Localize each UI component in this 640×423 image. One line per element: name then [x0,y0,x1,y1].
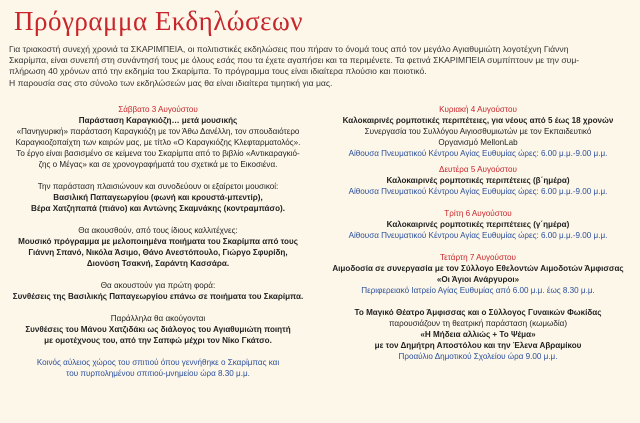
event-description-line: ζης ο Μέγας» και σε χρονογραφήματά του σχετικά με το Εικοσιένα. [38,160,278,169]
program-left-column [2,104,314,379]
parallel-intro: Παράλληλα θα ακούγονται [110,314,206,323]
event-description-line: με τον Δημήτρη Αποστόλου και την Έλενα Αβραμίκου [374,341,582,350]
page-title: Πρόγραμμα Εκδηλώσεων [14,6,303,36]
artists-line: Μουσικό πρόγραμμα με μελοποιημένα ποιήματα του Σκαρίμπα από τους [18,237,298,246]
event-date: Δευτέρα 5 Αυγούστου [439,165,517,174]
artists-line: Γιάννη Σπανό, Νικόλα Άσιμο, Θάνο Ανεστόπουλο, Γιώργο Σφυρίδη, [28,248,288,257]
event-subtitle: «Οι Άγιοι Ανάργυροι» [436,275,520,284]
event-venue: του πυρπολημένου σπιτιού-μνημείου ώρα 8.30 μ.μ. [66,369,250,378]
artists-line: Διονύση Τσακνή, Σαράντη Κασσάρα. [86,259,230,268]
artists-intro: Θα ακουσθούν, από τους ίδιους καλλιτέχνες: [78,226,238,235]
event-date: Σάββατο 3 Αυγούστου [118,105,198,114]
event-venue: Αίθουσα Πνευματικού Κέντρου Αγίας Ευθυμίας ώρες: 6.00 μ.μ.-9.00 μ.μ. [348,187,608,196]
event-venue: Κοινός αύλειος χώρος του σπιτιού όπου γεννήθηκε ο Σκαρίμπας και [36,358,280,367]
event-description-line: Το έργο είναι βασισμένο σε κείμενα του Σκαρίμπα από το βιβλίο «Αντικαραγκιό- [16,149,300,158]
first-time-intro: Θα ακουστούν για πρώτη φορά: [100,281,216,290]
intro-line: Σκαρίμπα, είναι συνεπή στη συνάντησή τους με όλους εσάς που τα έχετε αγαπήσει και τα περιμένετε. Τα φετινά ΣΚΑΡΙΜΠΕΙΑ συμπίπτουν με την συμ- [9,55,580,66]
musicians-intro: Την παράσταση πλαισιώνουν και συνοδεύουν οι εξαίρετοι μουσικοί: [37,182,279,191]
event-description-line: «Πανηγυρική» παράσταση Καραγκιόζη με τον Άθω Δανέλλη, τον σπουδαιότερο [16,127,300,136]
event-date: Τρίτη 6 Αυγούστου [444,209,512,218]
event-title: Καλοκαιρινές ρομποτικές περιπέτειες (β΄ημέρα) [386,176,570,185]
event-description-line: Καραγκιοζοπαίχτη των καιρών μας, με τίτλο «Ο Καραγκιόζης Κλεφταρματολός». [15,138,301,147]
event-title: Καλοκαιρινές ρομποτικές περιπέτειες, για νέους από 5 έως 18 χρονών [342,116,614,125]
event-venue: Αίθουσα Πνευματικού Κέντρου Αγίας Ευθυμίας ώρες: 6.00 μ.μ.-9.00 μ.μ. [348,149,608,158]
event-description-line: «Η Μήδεια αλλιώς + Το Ψέμα» [420,330,536,339]
intro-line: πλήρωση 40 χρόνων από την εκδημία του Σκαρίμπα. Το πρόγραμμα τους είναι ιδιαίτερα πλούσιο και ποιοτικό. [9,66,427,77]
event-date: Τετάρτη 7 Αυγούστου [440,253,516,262]
parallel-line: με ομοτέχνους του, από την Σαπφώ μέχρι τον Νίκο Γκάτσο. [44,336,272,345]
program-right-column [322,104,634,362]
event-venue: Περιφερειακό Ιατρείο Αγίας Ευθυμίας από 6.00 μ.μ. έως 8.30 μ.μ. [361,286,595,295]
event-date: Κυριακή 4 Αυγούστου [439,105,517,114]
intro-line: Η παρουσία σας στο σύνολο των εκδηλώσεών μας θα είναι ιδιαίτερα τιμητική για μας. [9,77,333,88]
event-title: Καλοκαιρινές ρομποτικές περιπέτειες (γ΄ημέρα) [386,220,570,229]
event-venue: Αίθουσα Πνευματικού Κέντρου Αγίας Ευθυμίας ώρες: 6.00 μ.μ.-9.00 μ.μ. [348,231,608,240]
event-description-line: Το Μαγικό Θέατρο Άμφισσας και ο Σύλλογος Γυναικών Φωκίδας [354,308,602,317]
event-title: Αιμοδοσία σε συνεργασία με τον Σύλλογο Εθελοντών Αιμοδοτών Άμφισσας [332,264,624,273]
intro-paragraph [9,44,635,89]
musicians-line: Βασιλική Παπαγεωργίου (φωνή και κρουστά-μπεντίρ), [53,193,263,202]
event-description-line: παρουσιάζουν τη θεατρική παράσταση (κωμωδία) [388,319,568,328]
intro-line: Για τριακοστή συνεχή χρονιά τα ΣΚΑΡΙΜΠΕΙΑ, οι πολιτιστικές εκδηλώσεις που πήραν το όνομά τους από τον μεγάλο Αγιαθυμιώτη λογοτέχνη Γιάννη [9,44,569,54]
musicians-line: Βέρα Χατζηπαπά (πιάνο) και Αντώνης Σκαμνάκης (κοντραμπάσο). [31,204,285,213]
parallel-line: Συνθέσεις του Μάνου Χατζιδάκι ως διάλογος του Αγιαθυμιώτη ποιητή [25,325,291,334]
event-description-line: Οργανισμό MellonLab [438,138,518,147]
first-time-line: Συνθέσεις της Βασιλικής Παπαγεωργίου επάνω σε ποιήματα του Σκαρίμπα. [12,292,304,301]
event-description-line: Συνεργασία του Συλλόγου Αιγιοσθυμιωτών με τον Εκπαιδευτικό [364,127,592,136]
event-title: Παράσταση Καραγκιόζη… μετά μουσικής [78,116,238,125]
event-venue: Προαύλιο Δημοτικού Σχολείου ώρα 9.00 μ.μ. [398,352,558,361]
